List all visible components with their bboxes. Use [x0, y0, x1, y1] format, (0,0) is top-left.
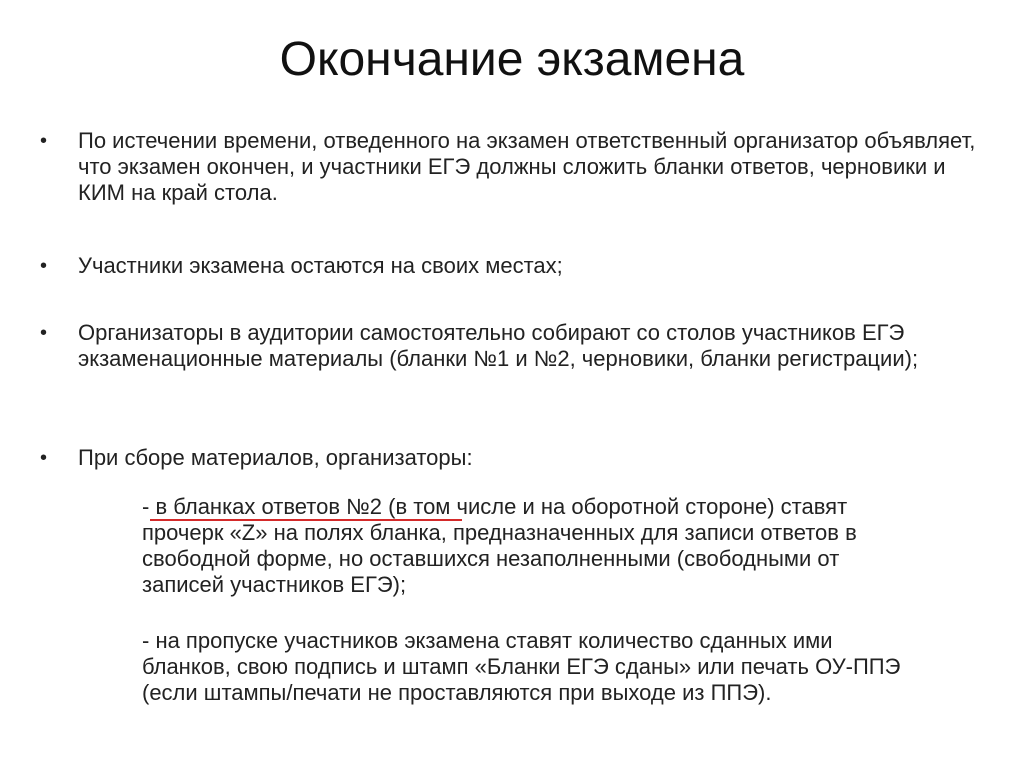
bullet-text: При сборе материалов, организаторы: [78, 445, 473, 470]
sub-item-answer-forms: - в бланках ответов №2 (в том числе и на оборотной стороне) ставят прочерк «Z» на полях бланка, предназначенных для записи ответов в свободной форме, но оставшихся незаполненными (свободными от записей участников ЕГЭ); [142, 494, 857, 597]
bullet-dot-icon: • [40, 130, 48, 152]
red-underline-annotation [150, 519, 462, 521]
sub-item-pass: - на пропуске участников экзамена ставят количество сданных ими бланков, свою подпись и штамп «Бланки ЕГЭ сданы» или печать ОУ-ППЭ (если штампы/печати не проставляются при выходе из ППЭ). [142, 628, 901, 705]
bullet-item [36, 445, 473, 471]
bullet-item [36, 320, 986, 372]
bullet-item [36, 253, 563, 279]
bullet-item [36, 128, 986, 206]
bullet-dot-icon: • [40, 255, 48, 277]
bullet-text: Организаторы в аудитории самостоятельно собирают со столов участников ЕГЭ экзаменационные материалы (бланки №1 и №2, черновики, бланки регистрации); [78, 320, 919, 371]
bullet-text: Участники экзамена остаются на своих местах; [78, 253, 563, 278]
bullet-dot-icon: • [40, 447, 48, 469]
slide-title: Окончание экзамена [279, 33, 745, 86]
bullet-dot-icon: • [40, 322, 48, 344]
bullet-text: По истечении времени, отведенного на экзамен ответственный организатор объявляет, что экзамен окончен, и участники ЕГЭ должны сложить бланки ответов, черновики и КИМ на край стола. [78, 128, 976, 205]
